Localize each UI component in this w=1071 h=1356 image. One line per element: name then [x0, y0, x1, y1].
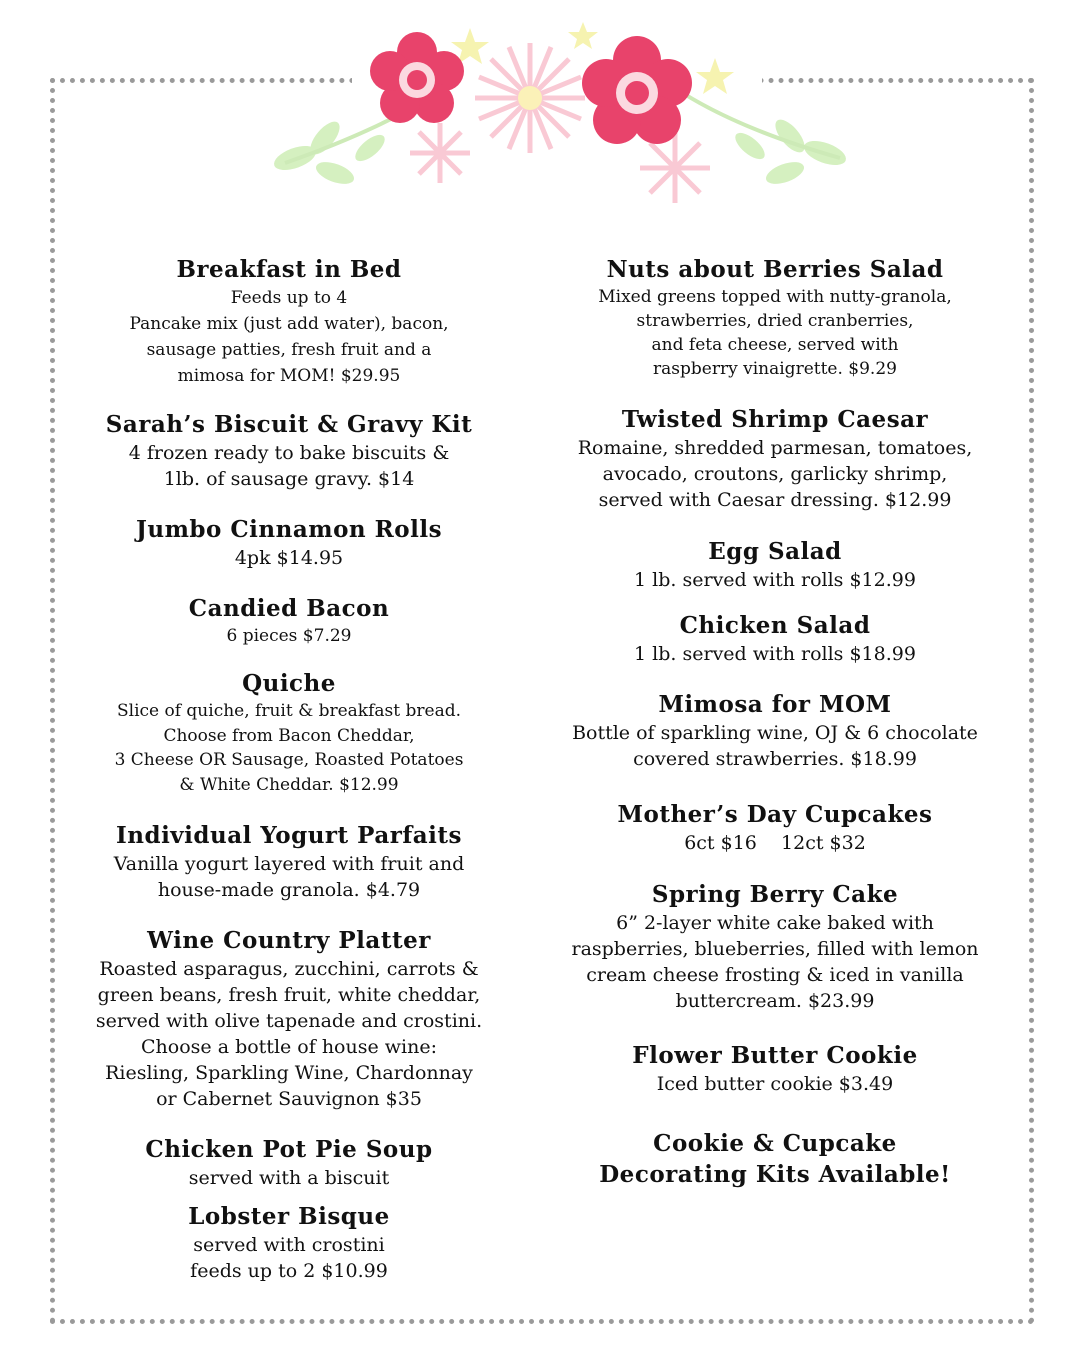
item-title: Lobster Bisque: [188, 1203, 390, 1230]
item-description: 6” 2-layer white cake baked with raspberries, blueberries, filled with lemon cream cheese frosting & iced in vanilla buttercream. $23.99: [571, 912, 979, 1012]
item-title: Individual Yogurt Parfaits: [116, 822, 462, 849]
item-title: Cookie & Cupcake Decorating Kits Available!: [599, 1130, 951, 1188]
menu-item-lobster-bisque: [64, 1202, 514, 1284]
menu-item-chicken-pot-pie-soup: [64, 1135, 514, 1191]
item-description: Slice of quiche, fruit & breakfast bread. Choose from Bacon Cheddar, 3 Cheese OR Sausage, Roasted Potatoes & White Cheddar. $12.99: [114, 701, 464, 795]
item-description: Roasted asparagus, zucchini, carrots & green beans, fresh fruit, white cheddar, served with olive tapenade and crostini. Choose a bottle of house wine: Riesling, Sparkling Wine, Chardonnay or Cabernet Sauvignon $35: [95, 958, 483, 1110]
item-description: Mixed greens topped with nutty-granola, strawberries, dried cranberries, and feta cheese, served with raspberry vinaigrette. $9.29: [598, 287, 952, 379]
item-description: 4 frozen ready to bake biscuits & 1lb. of sausage gravy. $14: [128, 442, 450, 490]
item-description: 6 pieces $7.29: [226, 626, 352, 646]
item-title: Jumbo Cinnamon Rolls: [135, 516, 443, 543]
item-title: Egg Salad: [708, 538, 842, 565]
item-title: Breakfast in Bed: [176, 256, 402, 283]
item-description: Iced butter cookie $3.49: [656, 1073, 894, 1095]
menu-item-twisted-shrimp-caesar: [540, 405, 1010, 513]
item-title: Flower Butter Cookie: [632, 1042, 918, 1069]
menu-item-mothers-day-cupcakes: [540, 800, 1010, 856]
item-title: Chicken Salad: [679, 612, 871, 639]
item-title: Sarah’s Biscuit & Gravy Kit: [105, 411, 473, 438]
menu-item-candied-bacon: [64, 594, 514, 648]
item-description: Bottle of sparkling wine, OJ & 6 chocolate covered strawberries. $18.99: [572, 722, 978, 770]
menu-item-breakfast-in-bed: [64, 255, 514, 389]
decorating-kits-notice: [540, 1128, 1010, 1190]
item-title: Wine Country Platter: [147, 927, 431, 954]
item-description: 1 lb. served with rolls $12.99: [634, 569, 916, 591]
menu-item-yogurt-parfaits: [64, 821, 514, 903]
item-description: 1 lb. served with rolls $18.99: [634, 643, 916, 665]
item-title: Mimosa for MOM: [658, 691, 892, 718]
item-description: Feeds up to 4 Pancake mix (just add water), bacon, sausage patties, fresh fruit and a mimosa for MOM! $29.95: [129, 288, 449, 386]
menu-item-quiche: [64, 669, 514, 797]
item-title: Candied Bacon: [188, 595, 390, 622]
menu-item-cinnamon-rolls: [64, 515, 514, 571]
item-title: Quiche: [242, 670, 336, 697]
item-description: served with crostini feeds up to 2 $10.99: [190, 1234, 388, 1282]
item-title: Spring Berry Cake: [651, 881, 899, 908]
item-description: Vanilla yogurt layered with fruit and house-made granola. $4.79: [113, 853, 465, 901]
item-title: Twisted Shrimp Caesar: [621, 406, 929, 433]
menu-item-wine-country-platter: [64, 926, 514, 1112]
menu-item-mimosa-for-mom: [540, 690, 1010, 772]
item-title: Chicken Pot Pie Soup: [145, 1136, 433, 1163]
item-title: Nuts about Berries Salad: [606, 256, 944, 283]
menu-item-egg-salad: [540, 537, 1010, 593]
item-description: 4pk $14.95: [234, 547, 344, 569]
item-title: Mother’s Day Cupcakes: [617, 801, 933, 828]
item-description: 6ct $16 12ct $32: [684, 832, 866, 854]
menu-item-chicken-salad: [540, 611, 1010, 667]
menu-item-nuts-about-berries-salad: [540, 255, 1010, 381]
item-description: served with a biscuit: [188, 1167, 390, 1189]
menu-item-spring-berry-cake: [540, 880, 1010, 1014]
item-description: Romaine, shredded parmesan, tomatoes, avocado, croutons, garlicky shrimp, served with Caesar dressing. $12.99: [577, 437, 973, 511]
menu-item-biscuit-gravy-kit: [64, 410, 514, 492]
flower-wreath-icon: [265, 18, 855, 218]
menu-item-flower-butter-cookie: [540, 1041, 1010, 1097]
